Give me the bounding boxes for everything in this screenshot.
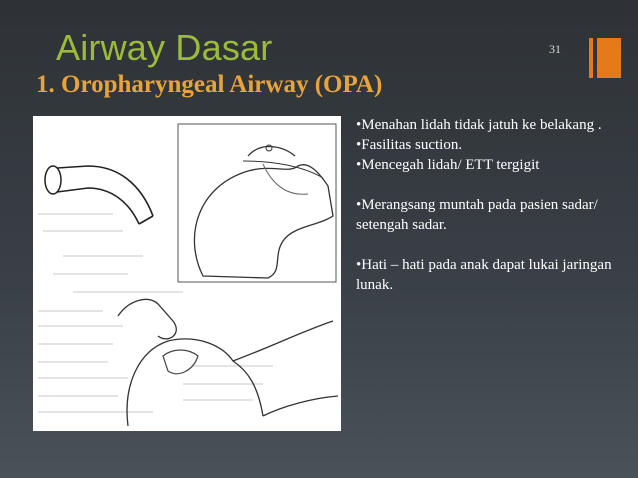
accent-bar-thick (597, 38, 621, 78)
opa-illustration-icon (33, 116, 341, 431)
bullet-spacer (356, 235, 626, 255)
bullet-item: •Merangsang muntah pada pasien sadar/ setengah sadar. (356, 197, 598, 233)
bullet-item: •Menahan lidah tidak jatuh ke belakang . (356, 117, 602, 133)
bullet-item: •Hati – hati pada anak dapat lukai jaringan lunak. (356, 257, 612, 293)
bullet-item: •Mencegah lidah/ ETT tergigit (356, 157, 540, 173)
accent-bar-thin (589, 38, 593, 78)
bullet-list (356, 115, 626, 295)
page-number: 31 (549, 42, 561, 56)
opa-illustration (33, 116, 341, 431)
bullet-item: •Fasilitas suction. (356, 137, 463, 153)
bullet-spacer (356, 175, 626, 195)
slide-subtitle: 1. Oropharyngeal Airway (OPA) (36, 71, 383, 98)
slide-title: Airway Dasar (56, 27, 273, 68)
